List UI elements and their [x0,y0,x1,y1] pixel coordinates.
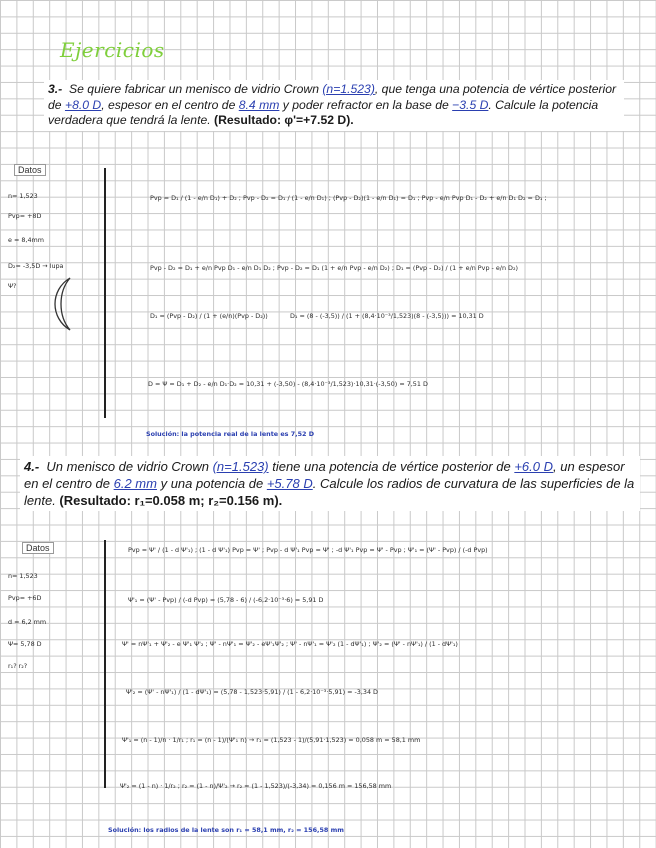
problem-4-true-power: +5.78 D [266,476,313,491]
problem-4-result: (Resultado: r₁=0.058 m; r₂=0.156 m). [59,493,283,508]
problem-4-number: 4.- [24,459,40,474]
problem-3-text: , espesor en el centro de [101,97,239,112]
problem-3-text: . Calcule la potencia verdadera que tendrá la lente. [48,97,599,127]
datos-4-item: d = 6,2 mm [8,618,47,626]
problem-3-n: (n=1.523) [322,82,375,96]
solution-3: Solución: la potencia real de la lente es 7,52 D [146,430,315,438]
datos-4-heading: Datos [22,542,54,554]
problem-3-power: +8.0 D [64,97,102,112]
equation-4-3: Ψ' = nΨ'₁ + Ψ'₂ - e Ψ'₁ Ψ'₂ ; Ψ' - nΨ'₁ = Ψ'₂ - eΨ'₁Ψ'₂ ; Ψ' - nΨ'₁ = Ψ'₂ (1 - dΨ'₁) ; Ψ'₂ = (Ψ' - nΨ'₁) / (1 - dΨ'₁) [122,640,458,648]
datos-3-item: Pvp= +8D [8,212,42,220]
equation-4-2: Ψ'₁ = (Ψ' - Pvp) / (-d Pvp) = (5,78 - 6) / (-6,2·10⁻³·6) = 5,91 D [128,596,324,604]
datos-3-item: e = 8,4mm [8,236,44,244]
equation-3-3b: D₁ = (8 - (-3,5)) / (1 + (8,4·10⁻³/1,523)(8 - (-3,5))) = 10,31 D [290,312,484,320]
datos-4-divider [104,540,106,788]
datos-3-item: Ψ? [8,282,17,290]
problem-4-thickness: 6.2 mm [113,476,157,491]
problem-3-text: Se quiere fabricar un menisco de vidrio Crown [69,82,323,96]
datos-3-divider [104,168,106,418]
problem-4-text: , un espesor en el centro de [24,459,625,491]
meniscus-lens-sketch [44,276,80,332]
problem-4-text: y una potencia de [156,476,267,491]
datos-3-item: n= 1,523 [8,192,38,200]
datos-4-item: Ψ= 5,78 D [8,640,42,648]
solution-4: Solución: los radios de la lente son r₁ = 58,1 mm, r₂ = 156,58 mm [108,826,344,834]
datos-4-item: n= 1,523 [8,572,38,580]
equation-3-2: Pvp - D₂ = D₁ + e/n Pvp D₁ - e/n D₁ D₂ ; Pvp - D₂ = D₁ (1 + e/n Pvp - e/n D₂) ; D₁ = (Pvp - D₂) / (1 + e/n Pvp - e/n D₂) [150,264,519,272]
datos-4-item: Pvp= +6D [8,594,42,602]
problem-4-statement [20,456,640,511]
problem-4-power: +6.0 D [514,459,553,474]
problem-3-text: y poder refractor en la base de [279,97,453,112]
problem-3-result: (Resultado: φ'=+7.52 D). [214,113,354,127]
equation-3-1: Pvp = D₁ / (1 - e/n D₁) + D₂ ; Pvp - D₂ = D₁ / (1 - e/n D₁) ; (Pvp - D₂)(1 - e/n D₁) = D₁ ; Pvp - e/n Pvp D₁ - D₂ + e/n D₁ D₂ = D₁ ; [150,194,547,202]
problem-3-statement [44,80,624,131]
problem-4-text: . Calcule los radios de curvatura de las superficies de la lente. [24,476,635,508]
page-title: Ejercicios [60,38,165,62]
problem-3-base: −3.5 D [452,97,489,112]
datos-3-item: D₂= -3,5D → lupa [8,262,64,270]
equation-3-3a: D₁ = (Pvp - D₂) / (1 + (e/n)(Pvp - D₂)) [150,312,268,320]
problem-3-thickness: 8.4 mm [238,97,280,112]
problem-4-text: Un menisco de vidrio Crown [46,459,213,474]
equation-3-4: D = Ψ = D₁ + D₂ - e/n D₁·D₂ = 10,31 + (-3,50) - (8,4·10⁻³/1,523)·10,31·(-3,50) = 7,51 D [148,380,428,388]
problem-3-number: 3.- [48,82,63,96]
problem-4-text: tiene una potencia de vértice posterior de [268,459,515,474]
datos-3-heading: Datos [14,164,46,176]
problem-4-n: (n=1.523) [212,459,269,474]
equation-4-4: Ψ'₂ = (Ψ' - nΨ'₁) / (1 - dΨ'₁) = (5,78 - 1,523·5,91) / (1 - 6,2·10⁻³·5,91) = -3,34 D [126,688,378,696]
problem-3-text: , que tenga una potencia de vértice posterior de [48,82,617,112]
datos-4-item: r₁? r₂? [8,662,28,670]
equation-4-6: Ψ'₂ = (1 - n) · 1/r₂ ; r₂ = (1 - n)/Ψ'₂ → r₂ = (1 - 1,523)/(-3,34) = 0,156 m = 156,58 mm [120,782,392,790]
equation-4-5: Ψ'₁ = (n - 1)/n · 1/r₁ ; r₁ = (n - 1)/(Ψ'₁ n) → r₁ = (1,523 - 1)/(5,91·1,523) = 0,058 m = 58,1 mm [122,736,421,744]
equation-4-1: Pvp = Ψ' / (1 - d Ψ'₁) ; (1 - d Ψ'₁) Pvp = Ψ' ; Pvp - d Ψ'₁ Pvp = Ψ' ; -d Ψ'₁ Pvp = Ψ' - Pvp ; Ψ'₁ = (Ψ' - Pvp) / (-d Pvp) [128,546,488,554]
